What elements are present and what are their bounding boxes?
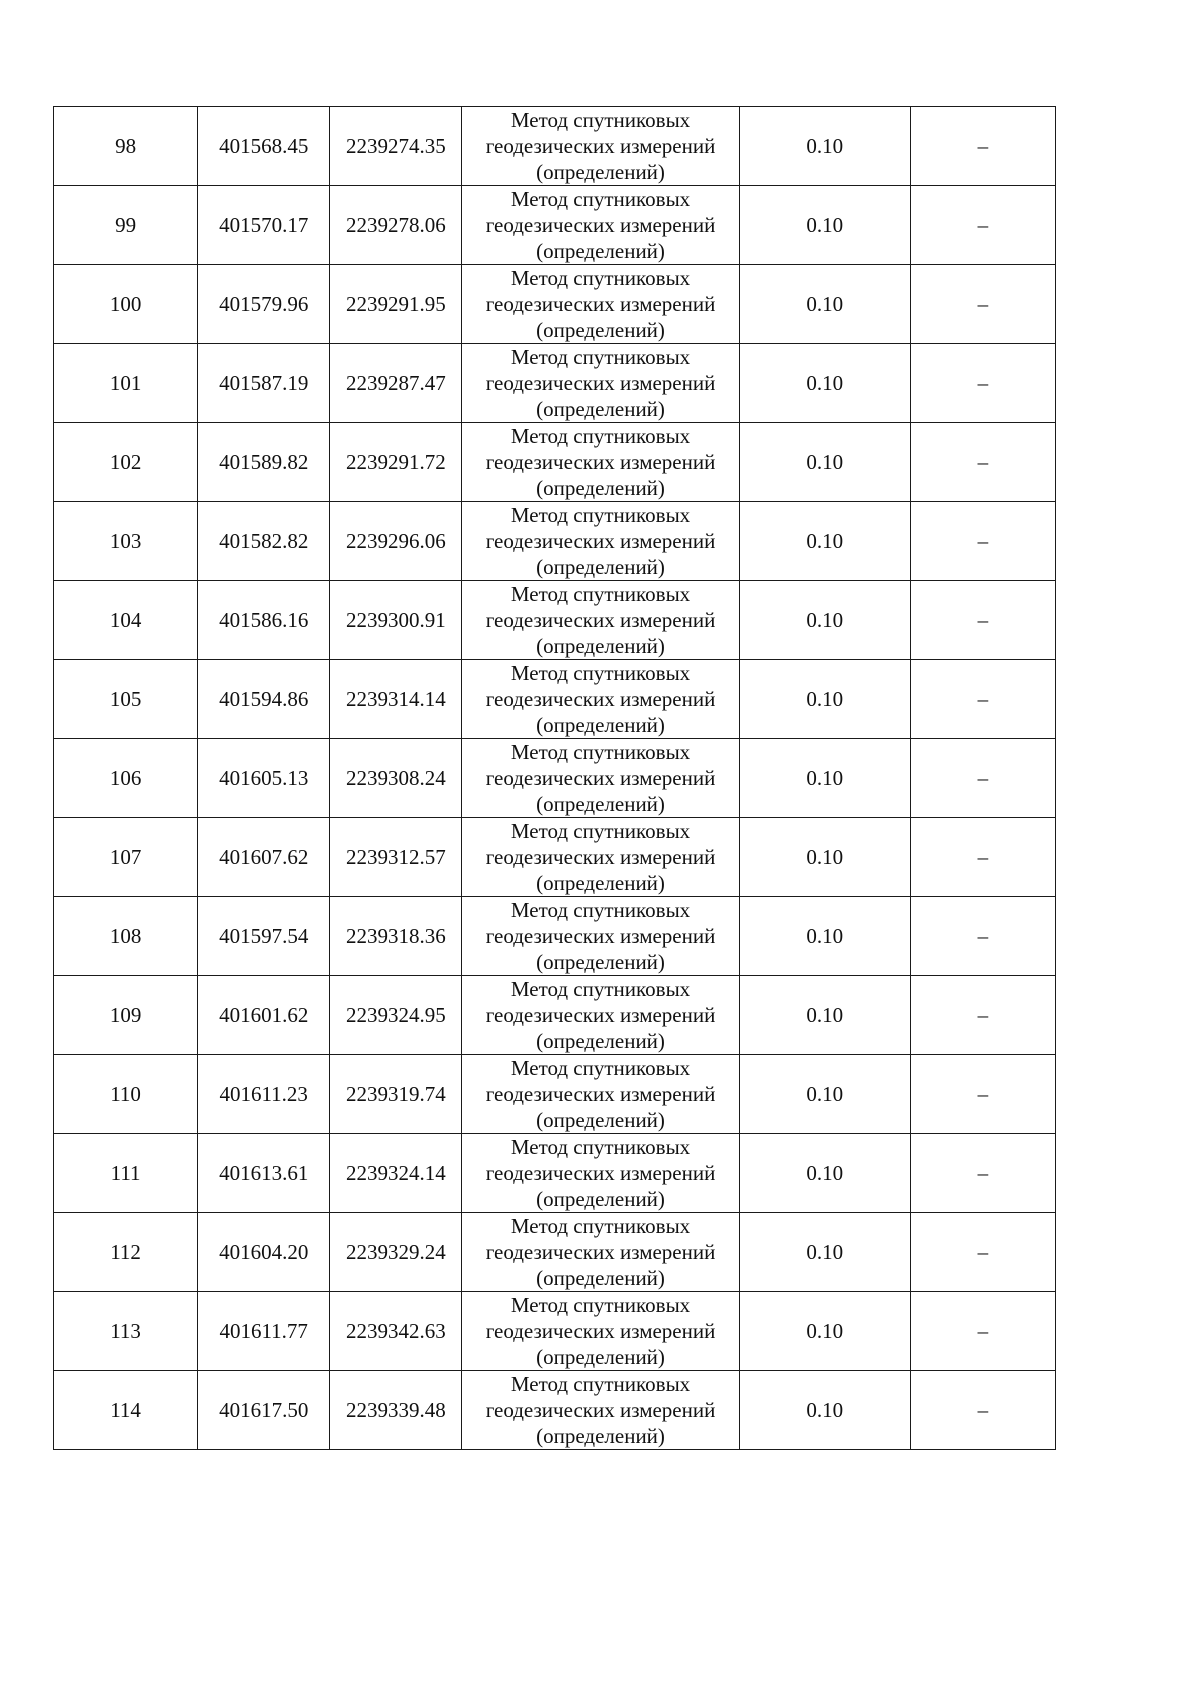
method-text: Метод спутниковых геодезических измерений (определений) (485, 1056, 716, 1132)
accuracy-cell: 0.10 (739, 502, 910, 581)
method-cell (462, 581, 739, 660)
y-coordinate-cell: 2239291.95 (330, 265, 462, 344)
accuracy-cell: 0.10 (739, 1055, 910, 1134)
accuracy-cell: 0.10 (739, 976, 910, 1055)
y-coordinate-cell: 2239312.57 (330, 818, 462, 897)
point-number-cell: 104 (54, 581, 198, 660)
accuracy-cell: 0.10 (739, 1134, 910, 1213)
accuracy-cell: 0.10 (739, 581, 910, 660)
table-row (54, 265, 1056, 344)
description-cell: – (910, 1371, 1055, 1450)
x-coordinate-cell: 401594.86 (198, 660, 330, 739)
x-coordinate-cell: 401605.13 (198, 739, 330, 818)
method-text: Метод спутниковых геодезических измерений (определений) (485, 819, 716, 895)
point-number-cell: 102 (54, 423, 198, 502)
x-coordinate-cell: 401611.77 (198, 1292, 330, 1371)
point-number-cell: 101 (54, 344, 198, 423)
description-cell: – (910, 976, 1055, 1055)
table-row (54, 581, 1056, 660)
method-cell (462, 265, 739, 344)
point-number-cell: 108 (54, 897, 198, 976)
table-row (54, 186, 1056, 265)
x-coordinate-cell: 401604.20 (198, 1213, 330, 1292)
description-cell: – (910, 1134, 1055, 1213)
method-text: Метод спутниковых геодезических измерений (определений) (485, 187, 716, 263)
table-row (54, 660, 1056, 739)
x-coordinate-cell: 401589.82 (198, 423, 330, 502)
table-row (54, 1292, 1056, 1371)
point-number-cell: 114 (54, 1371, 198, 1450)
method-text: Метод спутниковых геодезических измерений (определений) (485, 424, 716, 500)
y-coordinate-cell: 2239308.24 (330, 739, 462, 818)
description-cell: – (910, 660, 1055, 739)
description-cell: – (910, 502, 1055, 581)
x-coordinate-cell: 401613.61 (198, 1134, 330, 1213)
y-coordinate-cell: 2239339.48 (330, 1371, 462, 1450)
table-row (54, 1213, 1056, 1292)
y-coordinate-cell: 2239324.14 (330, 1134, 462, 1213)
accuracy-cell: 0.10 (739, 660, 910, 739)
method-cell (462, 897, 739, 976)
description-cell: – (910, 344, 1055, 423)
y-coordinate-cell: 2239314.14 (330, 660, 462, 739)
method-cell (462, 660, 739, 739)
table-row (54, 107, 1056, 186)
description-cell: – (910, 186, 1055, 265)
accuracy-cell: 0.10 (739, 1371, 910, 1450)
x-coordinate-cell: 401586.16 (198, 581, 330, 660)
accuracy-cell: 0.10 (739, 423, 910, 502)
y-coordinate-cell: 2239319.74 (330, 1055, 462, 1134)
method-cell (462, 344, 739, 423)
method-text: Метод спутниковых геодезических измерений (определений) (485, 898, 716, 974)
x-coordinate-cell: 401579.96 (198, 265, 330, 344)
x-coordinate-cell: 401587.19 (198, 344, 330, 423)
description-cell: – (910, 1292, 1055, 1371)
method-cell (462, 1213, 739, 1292)
y-coordinate-cell: 2239278.06 (330, 186, 462, 265)
table-body (54, 107, 1056, 1450)
coordinates-table (53, 106, 1056, 1450)
method-cell (462, 1371, 739, 1450)
method-cell (462, 818, 739, 897)
table-row (54, 502, 1056, 581)
y-coordinate-cell: 2239274.35 (330, 107, 462, 186)
point-number-cell: 113 (54, 1292, 198, 1371)
description-cell: – (910, 423, 1055, 502)
method-cell (462, 107, 739, 186)
method-text: Метод спутниковых геодезических измерений (определений) (485, 1135, 716, 1211)
point-number-cell: 105 (54, 660, 198, 739)
description-cell: – (910, 897, 1055, 976)
x-coordinate-cell: 401570.17 (198, 186, 330, 265)
accuracy-cell: 0.10 (739, 107, 910, 186)
x-coordinate-cell: 401582.82 (198, 502, 330, 581)
method-text: Метод спутниковых геодезических измерений (определений) (485, 108, 716, 184)
point-number-cell: 99 (54, 186, 198, 265)
x-coordinate-cell: 401601.62 (198, 976, 330, 1055)
y-coordinate-cell: 2239324.95 (330, 976, 462, 1055)
method-cell (462, 1292, 739, 1371)
method-text: Метод спутниковых геодезических измерений (определений) (485, 977, 716, 1053)
method-text: Метод спутниковых геодезических измерений (определений) (485, 1214, 716, 1290)
y-coordinate-cell: 2239342.63 (330, 1292, 462, 1371)
point-number-cell: 112 (54, 1213, 198, 1292)
table-row (54, 897, 1056, 976)
table-row (54, 344, 1056, 423)
y-coordinate-cell: 2239287.47 (330, 344, 462, 423)
accuracy-cell: 0.10 (739, 739, 910, 818)
accuracy-cell: 0.10 (739, 344, 910, 423)
description-cell: – (910, 265, 1055, 344)
description-cell: – (910, 739, 1055, 818)
y-coordinate-cell: 2239291.72 (330, 423, 462, 502)
point-number-cell: 110 (54, 1055, 198, 1134)
accuracy-cell: 0.10 (739, 897, 910, 976)
method-cell (462, 1055, 739, 1134)
method-cell (462, 1134, 739, 1213)
description-cell: – (910, 818, 1055, 897)
y-coordinate-cell: 2239318.36 (330, 897, 462, 976)
table-row (54, 1371, 1056, 1450)
table-row (54, 423, 1056, 502)
point-number-cell: 103 (54, 502, 198, 581)
y-coordinate-cell: 2239296.06 (330, 502, 462, 581)
y-coordinate-cell: 2239329.24 (330, 1213, 462, 1292)
description-cell: – (910, 107, 1055, 186)
point-number-cell: 100 (54, 265, 198, 344)
table-row (54, 976, 1056, 1055)
point-number-cell: 111 (54, 1134, 198, 1213)
method-text: Метод спутниковых геодезических измерений (определений) (485, 740, 716, 816)
y-coordinate-cell: 2239300.91 (330, 581, 462, 660)
point-number-cell: 107 (54, 818, 198, 897)
method-cell (462, 423, 739, 502)
description-cell: – (910, 1055, 1055, 1134)
x-coordinate-cell: 401611.23 (198, 1055, 330, 1134)
method-text: Метод спутниковых геодезических измерений (определений) (485, 266, 716, 342)
method-cell (462, 502, 739, 581)
point-number-cell: 109 (54, 976, 198, 1055)
x-coordinate-cell: 401597.54 (198, 897, 330, 976)
method-cell (462, 976, 739, 1055)
x-coordinate-cell: 401607.62 (198, 818, 330, 897)
x-coordinate-cell: 401617.50 (198, 1371, 330, 1450)
table-row (54, 1134, 1056, 1213)
accuracy-cell: 0.10 (739, 818, 910, 897)
description-cell: – (910, 1213, 1055, 1292)
accuracy-cell: 0.10 (739, 265, 910, 344)
point-number-cell: 106 (54, 739, 198, 818)
x-coordinate-cell: 401568.45 (198, 107, 330, 186)
accuracy-cell: 0.10 (739, 1213, 910, 1292)
method-cell (462, 186, 739, 265)
method-text: Метод спутниковых геодезических измерений (определений) (485, 1372, 716, 1448)
table-row (54, 818, 1056, 897)
method-cell (462, 739, 739, 818)
method-text: Метод спутниковых геодезических измерений (определений) (485, 661, 716, 737)
method-text: Метод спутниковых геодезических измерений (определений) (485, 582, 716, 658)
method-text: Метод спутниковых геодезических измерений (определений) (485, 503, 716, 579)
accuracy-cell: 0.10 (739, 1292, 910, 1371)
method-text: Метод спутниковых геодезических измерений (определений) (485, 345, 716, 421)
table-row (54, 1055, 1056, 1134)
table-row (54, 739, 1056, 818)
description-cell: – (910, 581, 1055, 660)
method-text: Метод спутниковых геодезических измерений (определений) (485, 1293, 716, 1369)
point-number-cell: 98 (54, 107, 198, 186)
accuracy-cell: 0.10 (739, 186, 910, 265)
